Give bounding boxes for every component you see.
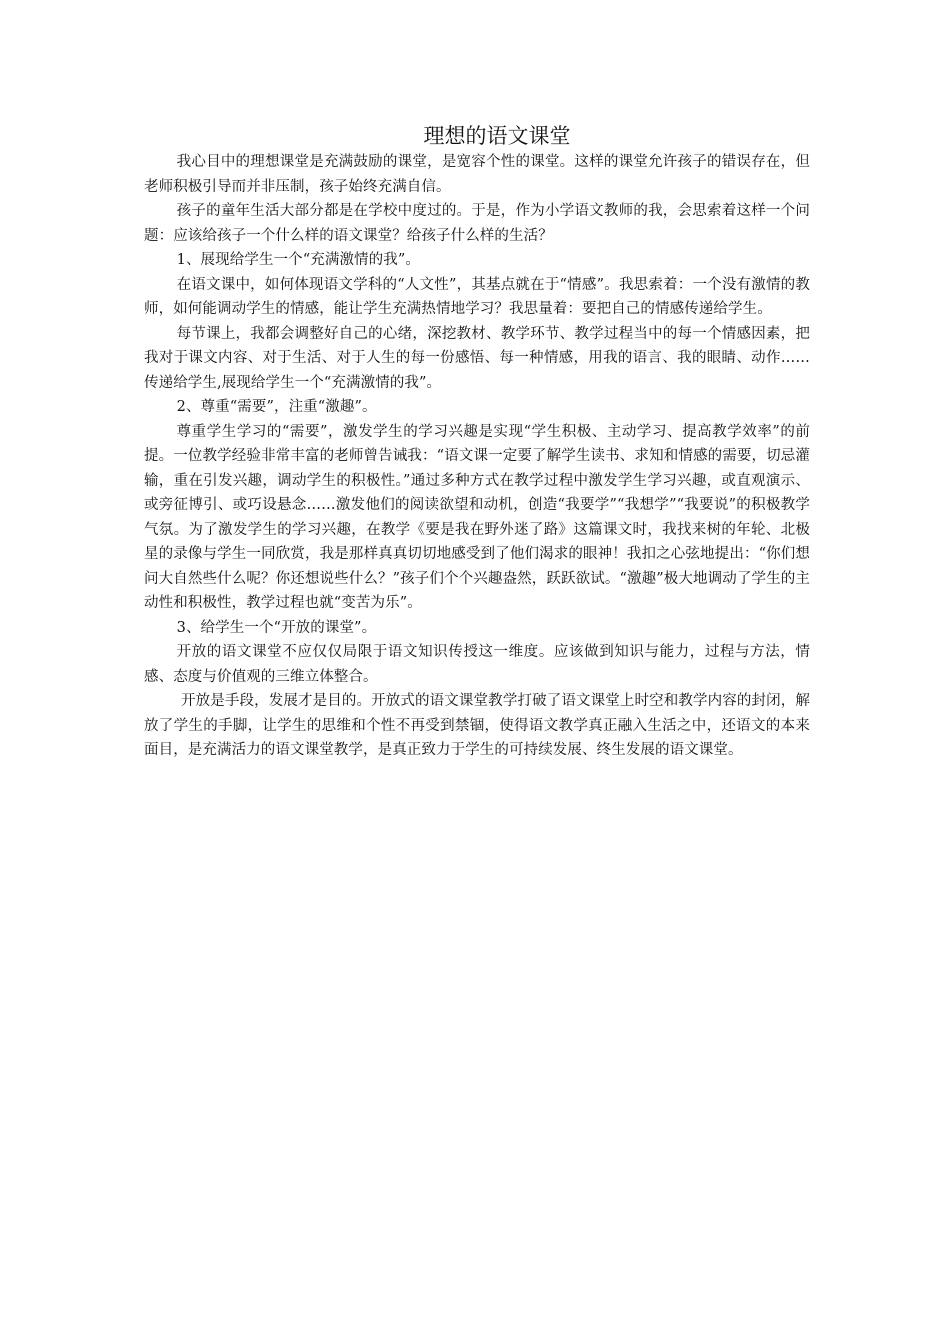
- paragraph-3: 在语文课中，如何体现语文学科的“人文性”，其基点就在于“情感”。我思索着：一个没有激情的教师，如何能调动学生的情感，能让学生充满热情地学习？我思量着：要把自己的情感传递给学生。: [144, 276, 810, 317]
- paragraph-2: 孩子的童年生活大部分都是在学校中度过的。于是，作为小学语文教师的我，会思索着这样一个问题：应该给孩子一个什么样的语文课堂？给孩子什么样的生活？: [144, 203, 810, 244]
- paragraph-6: 开放的语文课堂不应仅仅局限于语文知识传授这一维度。应该做到知识与能力，过程与方法，情感、态度与价值观的三维立体整合。: [144, 644, 810, 685]
- section-heading-3: 3、给学生一个“开放的课堂”。: [176, 619, 377, 636]
- paragraph-1: 我心目中的理想课堂是充满鼓励的课堂，是宽容个性的课堂。这样的课堂允许孩子的错误存在，但老师积极引导而并非压制，孩子始终充满自信。: [144, 154, 810, 195]
- document-page: [144, 122, 810, 763]
- paragraph-5: 尊重学生学习的“需要”，激发学生的学习兴趣是实现“学生积极、主动学习、提高教学效率”的前提。一位教学经验非常丰富的老师曾告诫我：“语文课一定要了解学生读书、求知和情感的需要，切忌灌输，重在引发兴趣，调动学生的积极性。”通过多种方式在教学过程中激发学生学习兴趣，或直观演示、或旁征博引、或巧设悬念……激发他们的阅读欲望和动机，创造“我要学”“我想学”“我要说”的积极教学气氛。为了激发学生的学习兴趣，在教学《要是我在野外迷了路》这篇课文时，我找来树的年轮、北极星的录像与学生一同欣赏，我是那样真真切切地感受到了他们渴求的眼神！我扣之心弦地提出：“你们想问大自然些什么呢？你还想说些什么？”孩子们个个兴趣盎然，跃跃欲试。“激趣”极大地调动了学生的主动性和积极性，教学过程也就“变苦为乐”。: [144, 423, 810, 611]
- section-heading-2: 2、尊重“需要”，注重“激趣”。: [176, 399, 377, 415]
- paragraph-7: 开放是手段，发展才是目的。开放式的语文课堂教学打破了语文课堂上时空和教学内容的封闭，解放了学生的手脚，让学生的思维和个性不再受到禁锢，使得语文教学真正融入生活之中，还语文的本来面目，是充满活力的语文课堂教学，是真正致力于学生的可持续发展、终生发展的语文课堂。: [144, 693, 810, 758]
- section-heading-1: 1、展现给学生一个“充满激情的我”。: [176, 252, 420, 268]
- document-title: 理想的语文课堂: [423, 124, 571, 148]
- paragraph-4: 每节课上，我都会调整好自己的心绪，深挖教材、教学环节、教学过程当中的每一个情感因素，把我对于课文内容、对于生活、对于人生的每一份感悟、每一种情感，用我的语言、我的眼睛、动作……传递给学生,展现给学生一个“充满激情的我”。: [144, 325, 810, 391]
